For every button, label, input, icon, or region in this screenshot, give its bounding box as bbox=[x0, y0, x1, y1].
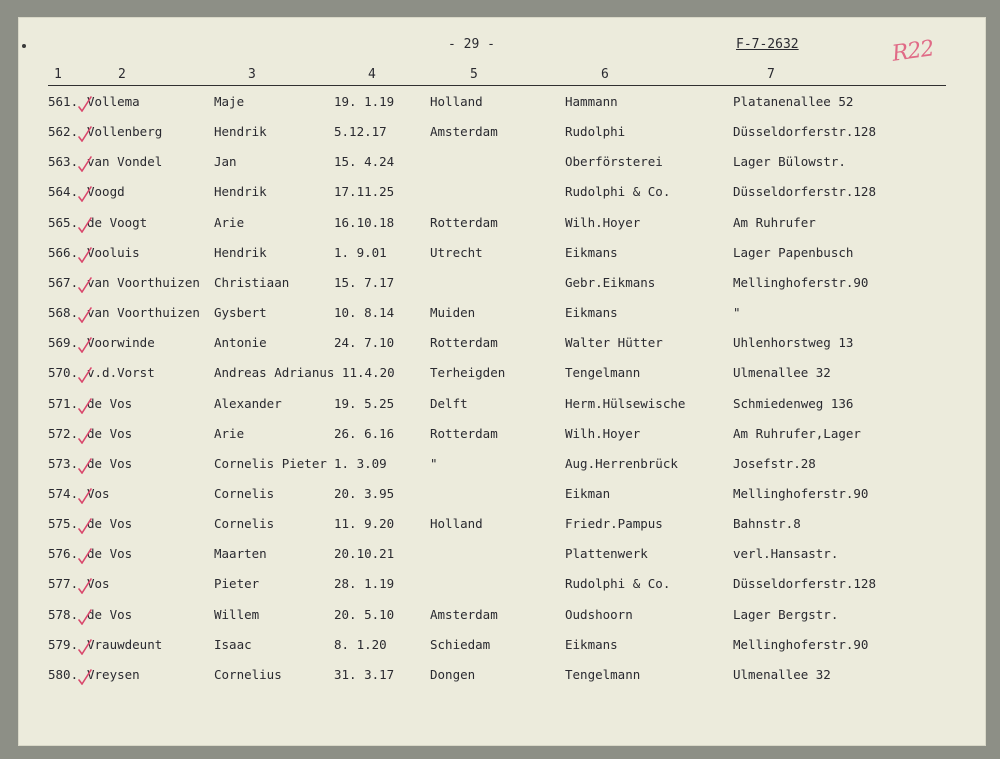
birth-date: 15. 4.24 bbox=[334, 154, 395, 170]
header-rule bbox=[48, 85, 946, 86]
birth-date: 11. 9.20 bbox=[334, 516, 395, 532]
record-number: 579. bbox=[48, 636, 79, 652]
surname: Vreysen bbox=[87, 666, 140, 682]
birth-date: 15. 7.17 bbox=[334, 274, 395, 290]
birth-date: 8. 1.20 bbox=[334, 636, 387, 652]
employer: Herm.Hülsewische bbox=[565, 395, 686, 411]
birth-date: 20. 5.10 bbox=[334, 606, 395, 622]
table-row bbox=[18, 516, 986, 538]
check-mark-icon bbox=[78, 277, 92, 293]
check-mark-icon bbox=[78, 96, 92, 112]
column-header-2: 2 bbox=[118, 67, 126, 82]
birth-date: 16.10.18 bbox=[334, 214, 395, 230]
check-mark-icon bbox=[78, 458, 92, 474]
surname: Vooluis bbox=[87, 244, 140, 260]
document-page bbox=[18, 17, 986, 746]
address: verl.Hansastr. bbox=[733, 546, 839, 562]
table-row bbox=[18, 486, 986, 508]
birth-date: 1. 9.01 bbox=[334, 244, 387, 260]
table-row bbox=[18, 637, 986, 659]
given-names: Cornelis bbox=[214, 516, 275, 532]
surname: Vrauwdeunt bbox=[87, 636, 163, 652]
employer: Walter Hütter bbox=[565, 335, 663, 351]
table-row bbox=[18, 426, 986, 448]
record-number: 575. bbox=[48, 516, 79, 532]
address: Lager Bergstr. bbox=[733, 606, 839, 622]
address: Mellinghoferstr.90 bbox=[733, 274, 869, 290]
record-number: 576. bbox=[48, 546, 79, 562]
birth-place: Utrecht bbox=[430, 244, 483, 260]
check-mark-icon bbox=[78, 247, 92, 263]
surname: van Voorthuizen bbox=[87, 274, 200, 290]
surname: v.d.Vorst bbox=[87, 365, 155, 381]
given-names: Hendrik bbox=[214, 184, 267, 200]
table-row bbox=[18, 184, 986, 206]
record-number: 580. bbox=[48, 666, 79, 682]
birth-place: Holland bbox=[430, 516, 483, 532]
birth-date: 17.11.25 bbox=[334, 184, 395, 200]
birth-place: Rotterdam bbox=[430, 214, 498, 230]
address: Ulmenallee 32 bbox=[733, 365, 831, 381]
given-names: Cornelis bbox=[214, 485, 275, 501]
table-row bbox=[18, 667, 986, 689]
table-row bbox=[18, 335, 986, 357]
surname: van Vondel bbox=[87, 154, 163, 170]
employer: Tengelmann bbox=[565, 365, 641, 381]
surname: de Voogt bbox=[87, 214, 148, 230]
employer: Eikmans bbox=[565, 636, 618, 652]
record-number: 565. bbox=[48, 214, 79, 230]
employer: Aug.Herrenbrück bbox=[565, 455, 678, 471]
address: Am Ruhrufer,Lager bbox=[733, 425, 861, 441]
given-names: Cornelius bbox=[214, 666, 282, 682]
given-names: Arie bbox=[214, 425, 245, 441]
birth-date: 24. 7.10 bbox=[334, 335, 395, 351]
surname: de Vos bbox=[87, 455, 133, 471]
surname: Voogd bbox=[87, 184, 125, 200]
address: Düsseldorferstr.128 bbox=[733, 184, 876, 200]
record-number: 570. bbox=[48, 365, 79, 381]
table-row bbox=[18, 546, 986, 568]
given-names: Maarten bbox=[214, 546, 267, 562]
address: Lager Bülowstr. bbox=[733, 154, 846, 170]
check-mark-icon bbox=[78, 186, 92, 202]
given-names: Alexander bbox=[214, 395, 282, 411]
birth-place: Delft bbox=[430, 395, 468, 411]
record-number: 564. bbox=[48, 184, 79, 200]
employer: Rudolphi & Co. bbox=[565, 576, 671, 592]
surname: Vos bbox=[87, 485, 110, 501]
address: Josefstr.28 bbox=[733, 455, 816, 471]
record-number: 573. bbox=[48, 455, 79, 471]
surname: de Vos bbox=[87, 516, 133, 532]
given-names: Gysbert bbox=[214, 305, 267, 321]
employer: Wilh.Hoyer bbox=[565, 425, 641, 441]
address: Platanenallee 52 bbox=[733, 94, 854, 109]
table-row bbox=[18, 245, 986, 267]
address: Mellinghoferstr.90 bbox=[733, 485, 869, 501]
record-number: 561. bbox=[48, 94, 79, 109]
table-row bbox=[18, 275, 986, 297]
given-names: Jan bbox=[214, 154, 237, 170]
record-number: 569. bbox=[48, 335, 79, 351]
birth-date: 10. 8.14 bbox=[334, 305, 395, 321]
column-header-6: 6 bbox=[601, 67, 609, 82]
record-number: 562. bbox=[48, 124, 79, 140]
given-names: Cornelis Pieter bbox=[214, 455, 327, 471]
table-row bbox=[18, 607, 986, 629]
record-number: 571. bbox=[48, 395, 79, 411]
check-mark-icon bbox=[78, 488, 92, 504]
table-row bbox=[18, 456, 986, 478]
record-number: 567. bbox=[48, 274, 79, 290]
employer: Eikmans bbox=[565, 305, 618, 321]
given-names: Hendrik bbox=[214, 124, 267, 140]
handwritten-stamp: R22 bbox=[890, 36, 936, 67]
check-mark-icon bbox=[78, 548, 92, 564]
record-number: 574. bbox=[48, 485, 79, 501]
record-number: 578. bbox=[48, 606, 79, 622]
birth-place: Holland bbox=[430, 94, 483, 109]
birth-date: 28. 1.19 bbox=[334, 576, 395, 592]
record-number: 566. bbox=[48, 244, 79, 260]
address: Am Ruhrufer bbox=[733, 214, 816, 230]
check-mark-icon bbox=[78, 126, 92, 142]
record-number: 563. bbox=[48, 154, 79, 170]
address: " bbox=[733, 305, 741, 321]
surname: Vollenberg bbox=[87, 124, 163, 140]
given-names: Arie bbox=[214, 214, 245, 230]
record-number: 568. bbox=[48, 305, 79, 321]
given-names: Pieter bbox=[214, 576, 260, 592]
employer: Friedr.Pampus bbox=[565, 516, 663, 532]
given-names: Andreas Adrianus 11.4.20 bbox=[214, 365, 395, 381]
table-row bbox=[18, 124, 986, 146]
birth-date: 5.12.17 bbox=[334, 124, 387, 140]
address: Lager Papenbusch bbox=[733, 244, 854, 260]
check-mark-icon bbox=[78, 217, 92, 233]
birth-place: " bbox=[430, 455, 438, 471]
record-number: 572. bbox=[48, 425, 79, 441]
check-mark-icon bbox=[78, 156, 92, 172]
employer: Oudshoorn bbox=[565, 606, 633, 622]
address: Düsseldorferstr.128 bbox=[733, 576, 876, 592]
birth-date: 1. 3.09 bbox=[334, 455, 387, 471]
birth-place: Muiden bbox=[430, 305, 476, 321]
table-row bbox=[18, 396, 986, 418]
employer: Plattenwerk bbox=[565, 546, 648, 562]
table-row bbox=[18, 365, 986, 387]
check-mark-icon bbox=[78, 609, 92, 625]
table-row bbox=[18, 576, 986, 598]
employer: Hammann bbox=[565, 94, 618, 109]
birth-date: 19. 1.19 bbox=[334, 94, 395, 109]
employer: Eikman bbox=[565, 485, 611, 501]
address: Uhlenhorstweg 13 bbox=[733, 335, 854, 351]
column-header-3: 3 bbox=[248, 67, 256, 82]
address: Ulmenallee 32 bbox=[733, 666, 831, 682]
employer: Rudolphi bbox=[565, 124, 626, 140]
check-mark-icon bbox=[78, 398, 92, 414]
birth-place: Schiedam bbox=[430, 636, 491, 652]
record-number: 577. bbox=[48, 576, 79, 592]
employer: Tengelmann bbox=[565, 666, 641, 682]
birth-date: 20. 3.95 bbox=[334, 485, 395, 501]
surname: de Vos bbox=[87, 395, 133, 411]
birth-date: 26. 6.16 bbox=[334, 425, 395, 441]
address: Mellinghoferstr.90 bbox=[733, 636, 869, 652]
birth-place: Amsterdam bbox=[430, 124, 498, 140]
birth-place: Rotterdam bbox=[430, 425, 498, 441]
employer: Gebr.Eikmans bbox=[565, 274, 656, 290]
check-mark-icon bbox=[78, 518, 92, 534]
address: Schmiedenweg 136 bbox=[733, 395, 854, 411]
reference-code: F-7-2632 bbox=[736, 37, 799, 52]
surname: Voorwinde bbox=[87, 335, 155, 351]
table-row bbox=[18, 94, 986, 116]
given-names: Maje bbox=[214, 94, 245, 109]
birth-date: 19. 5.25 bbox=[334, 395, 395, 411]
employer: Rudolphi & Co. bbox=[565, 184, 671, 200]
page-number: - 29 - bbox=[448, 37, 495, 52]
employer: Eikmans bbox=[565, 244, 618, 260]
birth-place: Amsterdam bbox=[430, 606, 498, 622]
check-mark-icon bbox=[78, 428, 92, 444]
column-header-row bbox=[18, 67, 986, 85]
surname: Vollema bbox=[87, 94, 140, 109]
column-header-4: 4 bbox=[368, 67, 376, 82]
birth-place: Rotterdam bbox=[430, 335, 498, 351]
birth-date: 31. 3.17 bbox=[334, 666, 395, 682]
column-header-5: 5 bbox=[470, 67, 478, 82]
surname: de Vos bbox=[87, 425, 133, 441]
surname: de Vos bbox=[87, 546, 133, 562]
column-header-1: 1 bbox=[54, 67, 62, 82]
birth-date: 20.10.21 bbox=[334, 546, 395, 562]
table-row bbox=[18, 154, 986, 176]
given-names: Hendrik bbox=[214, 244, 267, 260]
check-mark-icon bbox=[78, 337, 92, 353]
check-mark-icon bbox=[78, 639, 92, 655]
given-names: Christiaan bbox=[214, 274, 290, 290]
address: Bahnstr.8 bbox=[733, 516, 801, 532]
column-header-7: 7 bbox=[767, 67, 775, 82]
check-mark-icon bbox=[78, 669, 92, 685]
surname: van Voorthuizen bbox=[87, 305, 200, 321]
check-mark-icon bbox=[78, 307, 92, 323]
surname: de Vos bbox=[87, 606, 133, 622]
surname: Vos bbox=[87, 576, 110, 592]
given-names: Willem bbox=[214, 606, 260, 622]
given-names: Antonie bbox=[214, 335, 267, 351]
table-row bbox=[18, 305, 986, 327]
address: Düsseldorferstr.128 bbox=[733, 124, 876, 140]
employer: Oberförsterei bbox=[565, 154, 663, 170]
employer: Wilh.Hoyer bbox=[565, 214, 641, 230]
check-mark-icon bbox=[78, 578, 92, 594]
birth-place: Terheigden bbox=[430, 365, 506, 381]
check-mark-icon bbox=[78, 367, 92, 383]
given-names: Isaac bbox=[214, 636, 252, 652]
birth-place: Dongen bbox=[430, 666, 476, 682]
punch-mark bbox=[22, 44, 26, 48]
table-row bbox=[18, 215, 986, 237]
